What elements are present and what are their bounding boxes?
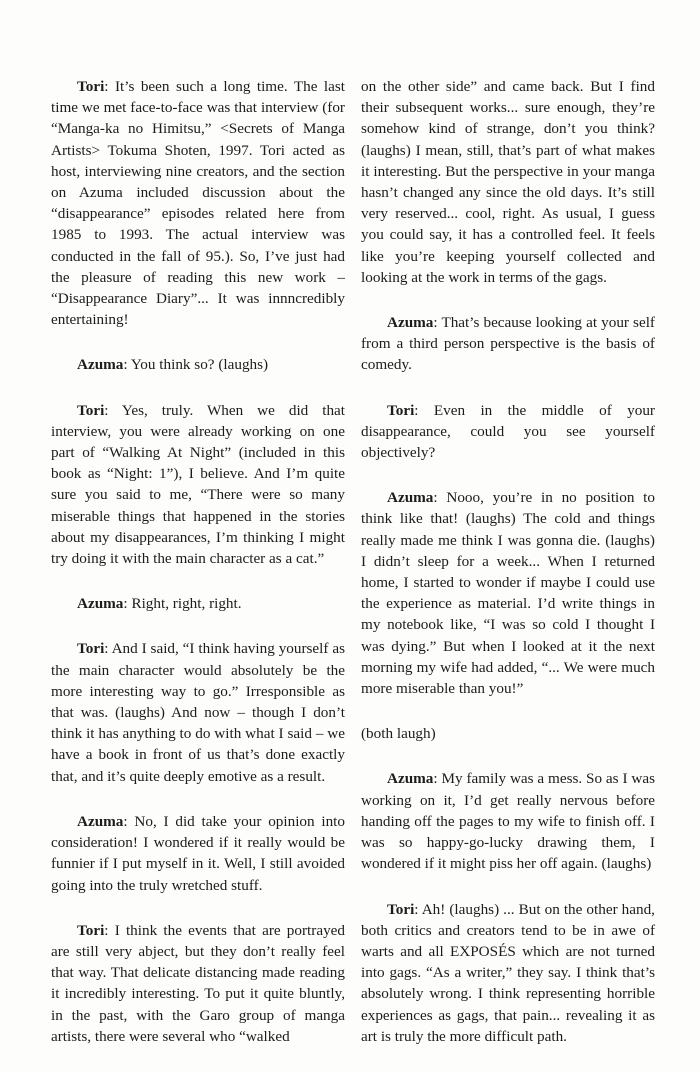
dialogue-paragraph-azuma (361, 768, 655, 874)
speaker-name: Azuma (77, 812, 124, 830)
paragraph-text: Nooo, you’re in no position to think like that! (laughs) The cold and things really made me think I was gonna die. (laughs) I didn’t sleep for a week... When I returned home, I started to wonder if maybe I could use the experience as material. I’d write things in my notebook like, “I was so cold I thought I was dying.” But when I looked at it the next morning my wife had added, “... We were much more miserable than you!” (361, 489, 655, 698)
paragraph-text: (both laugh) (361, 725, 436, 743)
speaker-name: Azuma (77, 356, 124, 374)
text-paragraph (361, 723, 655, 744)
paragraph-text: Yes, truly. When we did that interview, you were already working on one part of “Walking At Night” (included in this book as “Night: 1”), I believe. And I’m quite sure you said to me, “There were so many miserable things that happened in the stories about my disappearances, I’m thinking I might try doing it with the main character as a cat.” (51, 401, 345, 568)
speaker-separator: : (104, 640, 112, 658)
speaker-name: Tori (77, 921, 105, 939)
dialogue-paragraph-tori (361, 899, 655, 1047)
paragraph-text: No, I did take your opinion into consideration! I wondered if it really would be funnier if I put myself in it. Well, I still avoided going into the truly wretched stuff. (51, 812, 345, 894)
speaker-name: Tori (77, 78, 105, 95)
dialogue-paragraph-tori (51, 920, 345, 1047)
dialogue-paragraph-azuma (51, 811, 345, 896)
speaker-separator: : (104, 401, 122, 419)
speaker-separator: : (123, 812, 135, 830)
dialogue-paragraph-azuma (51, 593, 345, 614)
speaker-name: Tori (387, 401, 415, 419)
dialogue-paragraph-azuma (361, 312, 655, 376)
speaker-name: Azuma (387, 314, 434, 332)
left-column (51, 76, 345, 1071)
speaker-separator: : (433, 489, 447, 507)
speaker-separator: : (433, 314, 442, 332)
speaker-separator: : (414, 401, 434, 419)
right-column (361, 76, 655, 1071)
speaker-name: Tori (387, 900, 415, 918)
paragraph-text: My family was a mess. So as I was working on it, I’d get really nervous before handing off the pages to my wife to finish off. I was so happy-go-lucky drawing them, I wondered if it might piss her off again. (laughs) (361, 770, 655, 873)
dialogue-paragraph-azuma (51, 354, 345, 375)
dialogue-paragraph-tori (51, 76, 345, 330)
speaker-separator: : (104, 921, 115, 939)
paragraph-text: You think so? (laughs) (130, 356, 269, 374)
speaker-separator: : (123, 356, 131, 374)
paragraph-text: Even in the middle of your disappearance, could you see yourself objectively? (361, 401, 655, 462)
speaker-name: Azuma (387, 770, 434, 788)
paragraph-text: I think the events that are portrayed are still very abject, but they don’t really feel that way. That delicate distancing made reading it incredibly interesting. To put it quite bluntly, in the past, with the Garo group of manga artists, there were several who “walked (51, 921, 345, 1045)
dialogue-paragraph-tori (51, 400, 345, 570)
speaker-name: Azuma (387, 489, 434, 507)
speaker-separator: : (104, 78, 115, 95)
paragraph-text: on the other side” and came back. But I find their subsequent works... sure enough, they’re somehow kind of strange, don’t you think? (laughs) I mean, still, that’s part of what makes it interesting. But the perspective in your manga hasn’t changed any since the old days. It’s still very reserved... cool, right. As usual, I guess you could say, it has a controlled feel. It feels like you’re keeping yourself collected and looking at the work in terms of the gags. (361, 78, 655, 286)
dialogue-paragraph-tori (361, 400, 655, 464)
speaker-separator: : (433, 770, 442, 788)
paragraph-text: Right, right, right. (131, 595, 242, 613)
dialogue-paragraph-azuma (361, 487, 655, 699)
speaker-separator: : (414, 900, 422, 918)
speaker-separator: : (123, 595, 132, 613)
speaker-name: Tori (77, 640, 105, 658)
paragraph-text: And I said, “I think having yourself as the main character would absolutely be the more interesting way to go.” Irresponsible as that was. (laughs) And now – though I don’t think it has anything to do with what I said – we have a book in front of us that’s done exactly that, and it’s quite deeply emotive as a result. (51, 640, 345, 785)
speaker-name: Tori (77, 401, 105, 419)
paragraph-text: Ah! (laughs) ... But on the other hand, both critics and creators tend to be in awe of warts and all EXPOSÉS which are not turned into gags. “As a writer,” they say. I think that’s absolutely wrong. I think representing horrible experiences as gags, that pain... revealing it as art is truly the more difficult path. (361, 900, 655, 1045)
paragraph-text: It’s been such a long time. The last time we met face-to-face was that interview (for “Manga-ka no Himitsu,” <Secrets of Manga Artists> Tokuma Shoten, 1997. Tori acted as host, interviewing nine creators, and the section on Azuma included discussion about the “disappearance” episodes related here from 1985 to 1993. The actual interview was conducted in the fall of 95.). So, I’ve just had the pleasure of reading this new work – “Disappearance Diary”... It was innncredibly entertaining! (51, 78, 345, 329)
dialogue-paragraph-tori (51, 638, 345, 786)
paragraph-text: That’s because looking at your self from a third person perspective is the basis of comedy. (361, 314, 655, 374)
speaker-name: Azuma (77, 595, 124, 613)
text-paragraph (361, 76, 655, 288)
